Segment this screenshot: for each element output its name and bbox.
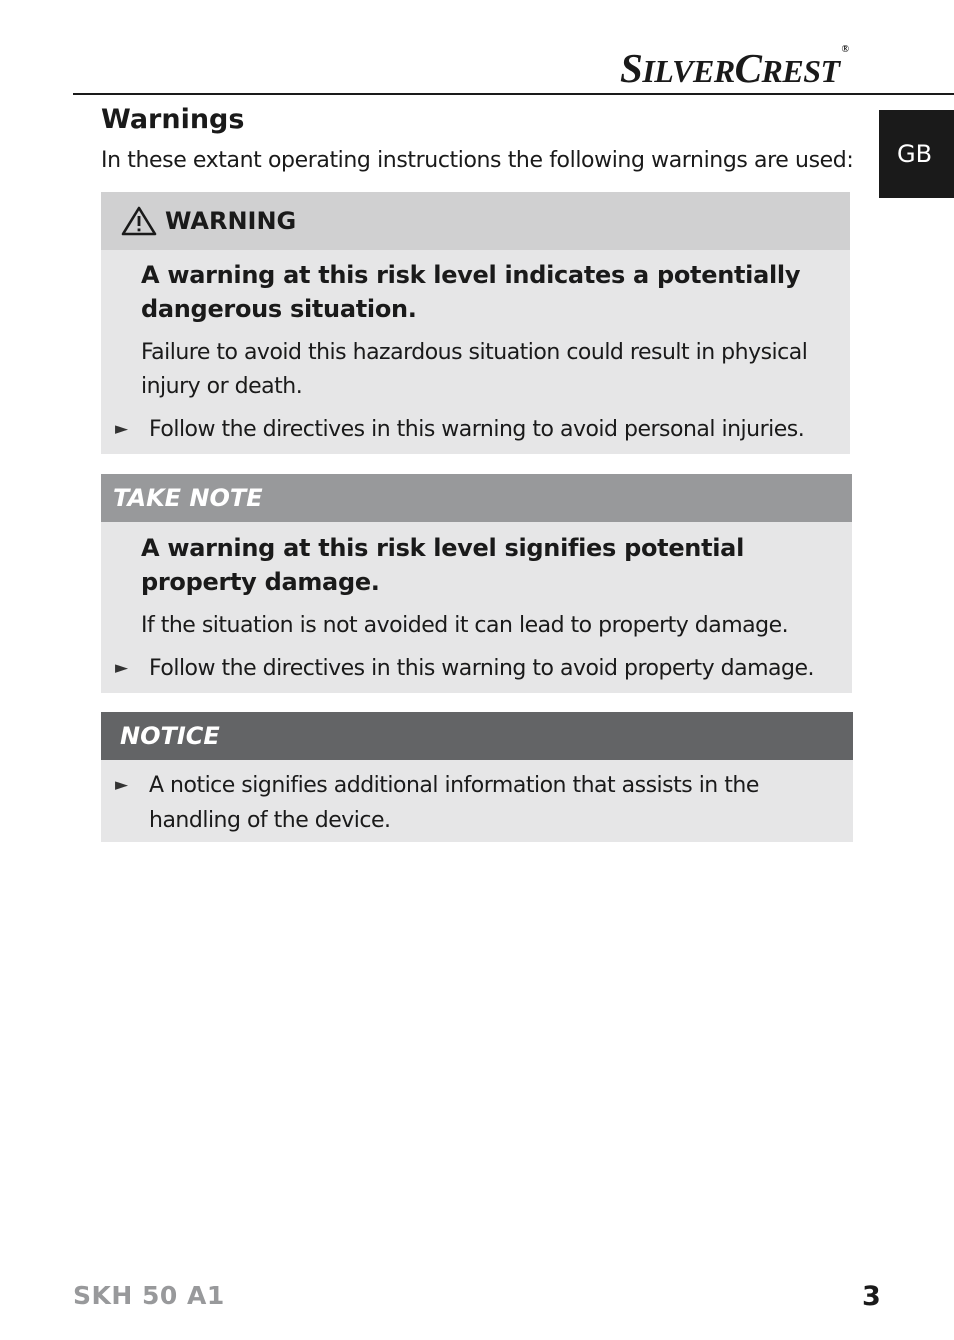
logo-letter-s: S <box>620 45 643 91</box>
warning-bullet-text: Follow the directives in this warning to avoid personal injuries. <box>149 417 805 442</box>
warning-bullet <box>101 412 850 447</box>
note-text-line-1: If the situation is not avoided it can lead to property damage. <box>141 613 789 638</box>
notice-header <box>101 712 853 760</box>
notice-box <box>101 712 853 842</box>
notice-bullet-line-2 <box>101 803 853 838</box>
note-bold-line-1: A warning at this risk level signifies potential <box>141 534 745 562</box>
section-intro: In these extant operating instructions the following warnings are used: <box>101 148 854 173</box>
take-note-heading: TAKE NOTE <box>113 484 263 512</box>
logo-text-ilver: ILVER <box>642 53 735 89</box>
section-title: Warnings <box>101 104 245 135</box>
warning-bold-line-2: dangerous situation. <box>141 295 417 323</box>
header-divider <box>73 93 954 95</box>
notice-bullet <box>101 760 853 838</box>
bullet-arrow-icon: ► <box>115 658 128 678</box>
registered-mark: ® <box>841 44 849 55</box>
bullet-arrow-icon: ► <box>115 775 128 795</box>
notice-bullet-text-1: A notice signifies additional information that assists in the <box>149 773 759 798</box>
footer-model-number: SKH 50 A1 <box>73 1281 225 1310</box>
warning-box-header <box>101 192 850 250</box>
note-bullet <box>101 651 852 686</box>
warning-bold-line-1: A warning at this risk level indicates a potentially <box>141 261 801 289</box>
logo-letter-c: C <box>734 45 762 91</box>
bullet-arrow-icon: ► <box>115 419 128 439</box>
brand-logo <box>620 44 890 90</box>
logo-text-rest: REST <box>761 53 840 89</box>
notice-bullet-line-1 <box>101 768 853 803</box>
warning-text-line-1: Failure to avoid this hazardous situation could result in physical <box>141 340 808 365</box>
take-note-header <box>101 474 852 522</box>
notice-heading: NOTICE <box>120 722 220 750</box>
warning-text-line-2: injury or death. <box>141 374 303 399</box>
warning-box <box>101 192 850 454</box>
language-tab: GB <box>879 110 954 198</box>
notice-bullet-text-2: handling of the device. <box>149 808 391 833</box>
take-note-box <box>101 474 852 693</box>
warning-triangle-icon <box>121 206 157 236</box>
note-bold-line-2: property damage. <box>141 568 380 596</box>
page-number: 3 <box>862 1281 881 1312</box>
note-bullet-text: Follow the directives in this warning to avoid property damage. <box>149 656 815 681</box>
warning-heading: WARNING <box>165 207 297 235</box>
